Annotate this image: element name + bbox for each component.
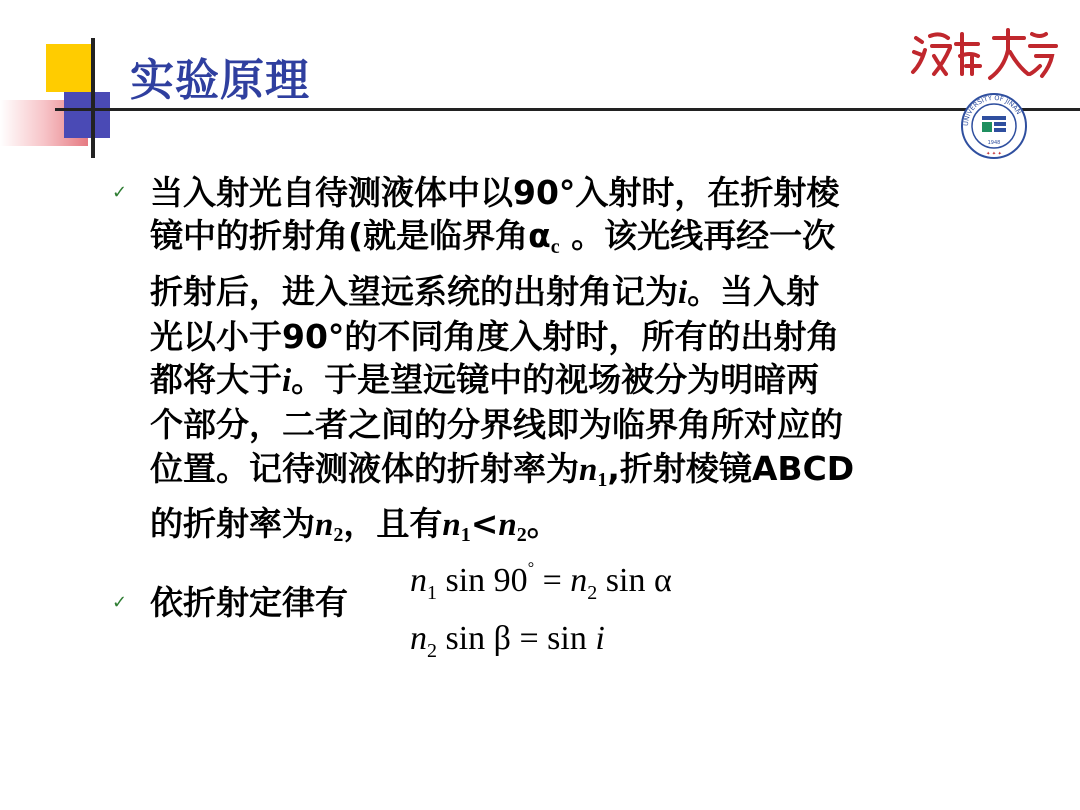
equation-snell-1: $n_1$ $\sin 90^\circ = n_2$ sin α <box>410 560 672 604</box>
university-logo-calligraphy <box>910 26 1060 82</box>
checkmark-icon: ✓ <box>112 592 128 613</box>
para-line: 光以小于90°的不同角度入射时，所有的出射角 <box>150 316 840 356</box>
title-underline <box>55 108 1080 111</box>
refraction-law-label: 依折射定律有 <box>150 583 348 622</box>
decor-vertical-line <box>91 38 95 158</box>
para-line: 都将大于i。于是望远镜中的视场被分为明暗两 <box>150 360 820 400</box>
decor-blue-square <box>64 92 110 138</box>
checkmark-icon: ✓ <box>112 182 128 203</box>
para-line: 镜中的折射角(就是临界角$\alpha_c$ 。该光线再经一次 <box>150 216 836 259</box>
svg-text:1948: 1948 <box>987 140 1001 146</box>
svg-text:UNIVERSITY OF JINAN: UNIVERSITY OF JINAN <box>961 93 1023 127</box>
principle-paragraph <box>150 171 940 557</box>
equation-snell-2: $n_2$ sin β = sin i <box>410 620 605 662</box>
slide-title: 实验原理 <box>130 55 310 106</box>
para-line: 的折射率为$n_2$，且有$n_1<n_2$。 <box>150 504 560 547</box>
decor-yellow-square <box>46 44 94 92</box>
para-line: 位置。记待测液体的折射率为$n_1$,折射棱镜ABCD <box>150 448 855 491</box>
university-emblem <box>960 92 1028 160</box>
para-line: 当入射光自待测液体中以90°入射时，在折射棱 <box>150 173 840 212</box>
para-line: 折射后，进入望远系统的出射角记为i。当入射 <box>150 271 820 311</box>
svg-text:✦ ✦ ✦: ✦ ✦ ✦ <box>986 151 1002 157</box>
para-line: 个部分，二者之间的分界线即为临界角所对应的 <box>150 405 843 445</box>
